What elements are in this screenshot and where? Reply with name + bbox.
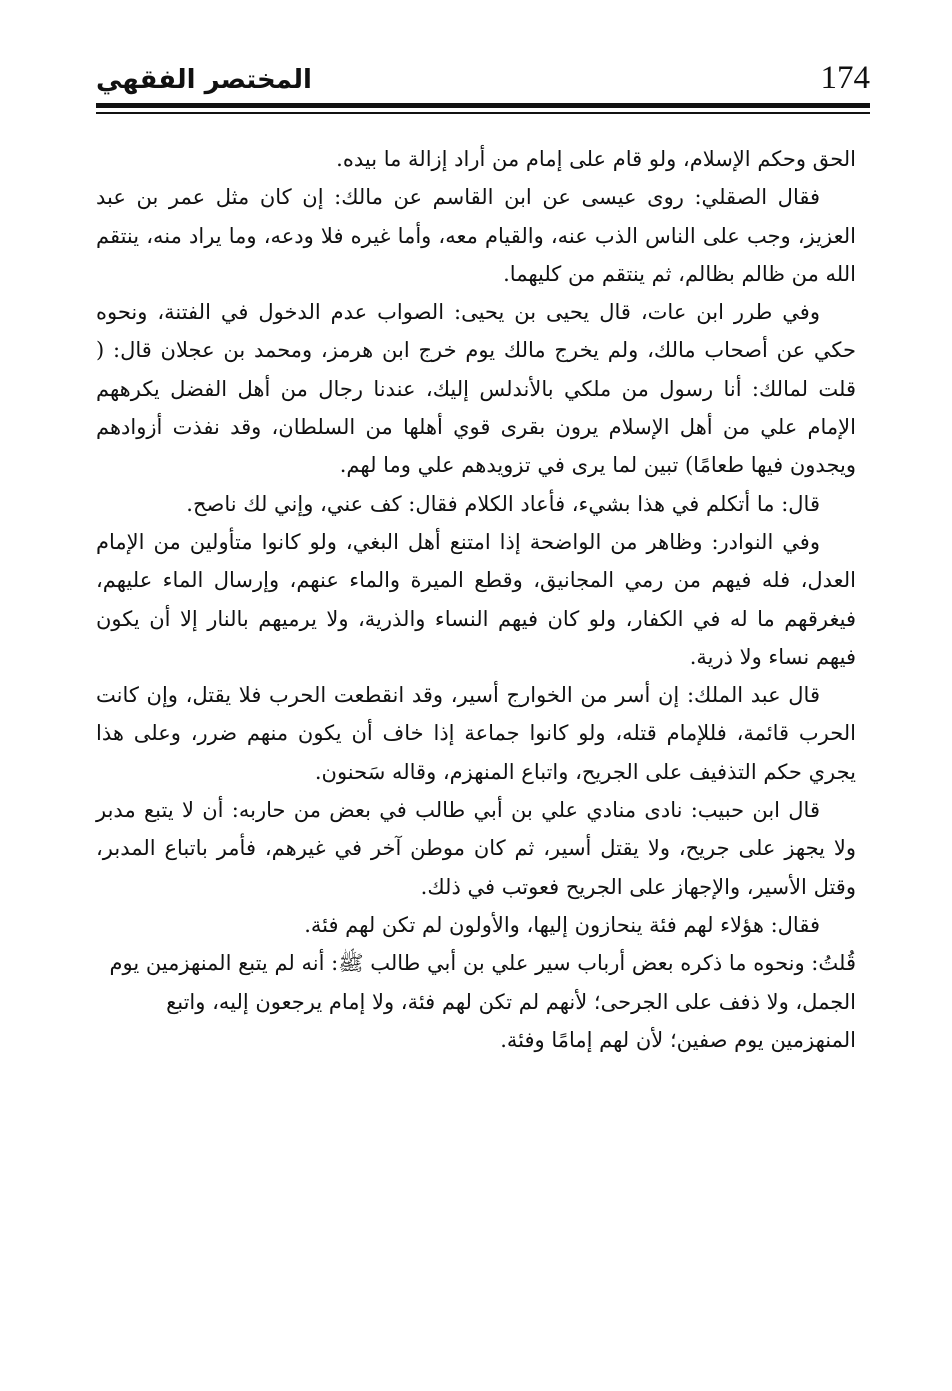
paragraph: وفي النوادر: وظاهر من الواضحة إذا امتنع أهل البغي، ولو كانوا متأولين من الإمام العدل، فله فيهم من رمي المجانيق، وقطع الميرة والماء عنهم، وإرسال الماء عليهم، فيغرقهم ما له في الكفار، ولو كان فيهم النساء والذرية، ولا يرميهم بالنار إلا أن يكون فيهم نساء ولا ذرية. [96, 529, 856, 669]
page-body [96, 140, 856, 1059]
paragraph: قال: ما أتكلم في هذا بشيء، فأعاد الكلام فقال: كف عني، وإني لك ناصح. [186, 491, 820, 516]
paragraph: فقال الصقلي: روى عيسى عن ابن القاسم عن مالك: إن كان مثل عمر بن عبد العزيز، وجب على الناس الذب عنه، والقيام معه، وأما غيره فلا ودعه، وما يراد منه، ينتقم الله من ظالم بظالم، ثم ينتقم من كليهما. [96, 185, 856, 286]
header-rule-thick [96, 103, 870, 108]
paragraph: قُلتُ: ونحوه ما ذكره بعض أرباب سير علي بن أبي طالب ﷺ: أنه لم يتبع المنهزمين يوم الجمل، ولا ذفف على الجرحى؛ لأنهم لم تكن لهم فئة، ولا إمام يرجعون إليه، واتبع المنهزمين يوم صفين؛ لأن لهم إمامًا وفئة. [109, 951, 856, 1052]
book-title: المختصر الفقهي [96, 65, 312, 95]
header-rule-thin [96, 112, 870, 114]
paragraph: فقال: هؤلاء لهم فئة ينحازون إليها، والأولون لم تكن لهم فئة. [304, 912, 820, 937]
paragraph: قال ابن حبيب: نادى منادي علي بن أبي طالب في بعض من حاربه: أن لا يتبع مدبر ولا يجهز على جريح، ولا يقتل أسير، ثم كان موطن آخر في غيرهم، فأمر باتباع المدبر، وقتل الأسير، والإجهاز على الجريح فعوتب في ذلك. [96, 798, 856, 899]
paragraph: قال عبد الملك: إن أسر من الخوارج أسير، وقد انقطعت الحرب فلا يقتل، وإن كانت الحرب قائمة، فللإمام قتله، ولو كانوا جماعة إذا خاف أن يكون منهم ضرر، وعلى هذا يجري حكم التذفيف على الجريح، واتباع المنهزم، وقاله سَحنون. [96, 683, 856, 784]
paragraph: الحق وحكم الإسلام، ولو قام على إمام من أراد إزالة ما بيده. [336, 147, 856, 171]
page-number: 174 [820, 60, 870, 96]
page-header [96, 52, 870, 102]
paragraph: وفي طرر ابن عات، قال يحيى بن يحيى: الصواب عدم الدخول في الفتنة، ونحوه حكي عن أصحاب مالك، ولم يخرج مالك يوم خرج ابن هرمز، ومحمد بن عجلان قال: ( قلت لمالك: أنا رسول من ملكي بالأندلس إليك، عندنا رجال من أهل الفضل يكرههم الإمام علي من أهل الإسلام يرون بقرى قوي أهلها من السلطان، وقد نفذت أزوادهم ويجدون فيها طعامًا) تبين لما يرى في تزويدهم علي وما لهم. [96, 300, 856, 478]
